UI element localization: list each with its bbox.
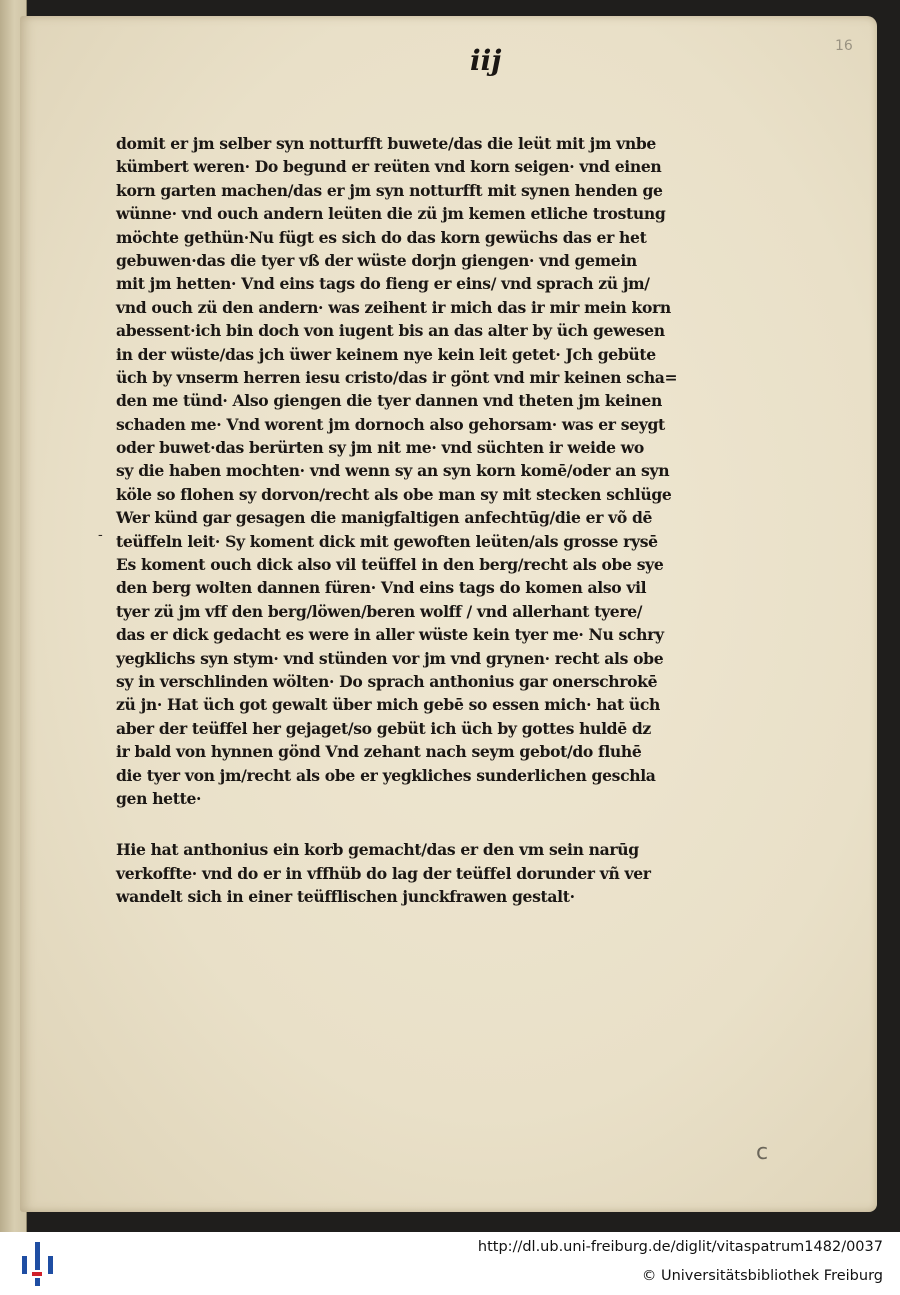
text-line: domit er jm selber syn notturfft buwete/das die leüt mit jm vnbe <box>116 134 657 153</box>
text-line: in der wüste/das jch üwer keinem nye kein leit getet· Jch gebüte <box>116 344 656 364</box>
logo-bar-mid-red <box>32 1272 42 1276</box>
footer-bar <box>0 1232 900 1295</box>
logo-bar-right <box>48 1256 53 1274</box>
heading-line: wandelt sich in einer teüfflischen junckfrawen gestalt· <box>116 887 575 907</box>
text-line: das er dick gedacht es were in aller wüste kein tyer me· Nu schry <box>116 625 664 645</box>
text-line: kümbert weren· Do begund er reüten vnd korn seigen· vnd einen <box>116 157 662 177</box>
text-line: oder buwet·das berürten sy jm nit me· vnd süchten ir weide wo <box>116 438 644 458</box>
text-line: wünne· vnd ouch andern leüten die zü jm kemen etliche trostung <box>116 204 666 224</box>
heading-line: verkoffte· vnd do er in vffhüb do lag der teüffel dorunder vñ ver <box>116 863 651 883</box>
text-line: korn garten machen/das er jm syn notturfft mit synen henden ge <box>116 180 663 200</box>
logo-bar-mid-bottom <box>35 1278 40 1286</box>
text-line: köle so flohen sy dorvon/recht als obe man sy mit stecken schlüge <box>116 484 672 504</box>
text-line: Es koment ouch dick also vil teüffel in den berg/recht als obe sye <box>116 555 664 575</box>
text-line: üch by vnserm herren iesu cristo/das ir gönt vnd mir keinen scha= <box>116 367 678 387</box>
text-line: vnd ouch zü den andern· was zeihent ir mich das ir mir mein korn <box>116 297 671 317</box>
text-line: sy die haben mochten· vnd wenn sy an syn korn komē/oder an syn <box>116 461 670 481</box>
text-line: den me tünd· Also giengen die tyer dannen vnd theten jm keinen <box>116 391 662 411</box>
pencil-signature-mark: c <box>756 1140 769 1165</box>
text-line: tyer zü jm vff den berg/löwen/beren wolff / vnd allerhant tyere/ <box>116 601 643 621</box>
heading-line: Hie hat anthonius ein korb gemacht/das er den vm sein narūg <box>116 840 639 860</box>
chapter-heading <box>116 838 686 908</box>
margin-dash: - <box>98 527 103 543</box>
folio-number: iij <box>470 44 502 77</box>
pencil-page-number: 16 <box>835 38 853 54</box>
text-line: aber der teüffel her gejaget/so gebüt ich üch by gottes huldē dz <box>116 718 651 738</box>
text-line: schaden me· Vnd worent jm dornoch also gehorsam· was er seygt <box>116 414 665 434</box>
permalink-url[interactable]: http://dl.ub.uni-freiburg.de/diglit/vitaspatrum1482/0037 <box>477 1239 883 1255</box>
text-line: ir bald von hynnen gönd Vnd zehant nach seym gebot/do fluhē <box>116 742 642 762</box>
text-line: sy in verschlinden wölten· Do sprach anthonius gar onerschrokē <box>116 671 658 691</box>
text-line: möchte gethün·Nu fügt es sich do das korn gewüchs das er het <box>116 227 647 247</box>
text-line: teüffeln leit· Sy koment dick mit gewoften leüten/als grosse rysē <box>116 531 658 551</box>
text-line: gebuwen·das die tyer vß der wüste dorjn giengen· vnd gemein <box>116 250 637 270</box>
logo-bar-left <box>22 1256 27 1274</box>
body-text <box>116 132 686 909</box>
body-lines <box>116 132 686 810</box>
text-line: den berg wolten dannen füren· Vnd eins tags do komen also vil <box>116 578 647 598</box>
copyright-text: © Universitätsbibliothek Freiburg <box>641 1268 883 1284</box>
text-line: mit jm hetten· Vnd eins tags do fieng er eins/ vnd sprach zü jm/ <box>116 274 650 294</box>
text-line: die tyer von jm/recht als obe er yegkliches sunderlichen geschla <box>116 765 656 785</box>
ub-freiburg-logo-icon <box>20 1242 56 1286</box>
paragraph-gap <box>116 810 686 838</box>
text-line: abessent·ich bin doch von iugent bis an das alter by üch gewesen <box>116 321 665 341</box>
logo-bar-mid-top <box>35 1242 40 1270</box>
text-line: yegklichs syn stym· vnd stünden vor jm vnd grynen· recht als obe <box>116 648 664 668</box>
text-line: gen hette· <box>116 788 202 808</box>
text-line: zü jn· Hat üch got gewalt über mich gebē so essen mich· hat üch <box>116 695 661 715</box>
text-line: Wer künd gar gesagen die manigfaltigen anfechtūg/die er võ dē <box>116 508 653 528</box>
